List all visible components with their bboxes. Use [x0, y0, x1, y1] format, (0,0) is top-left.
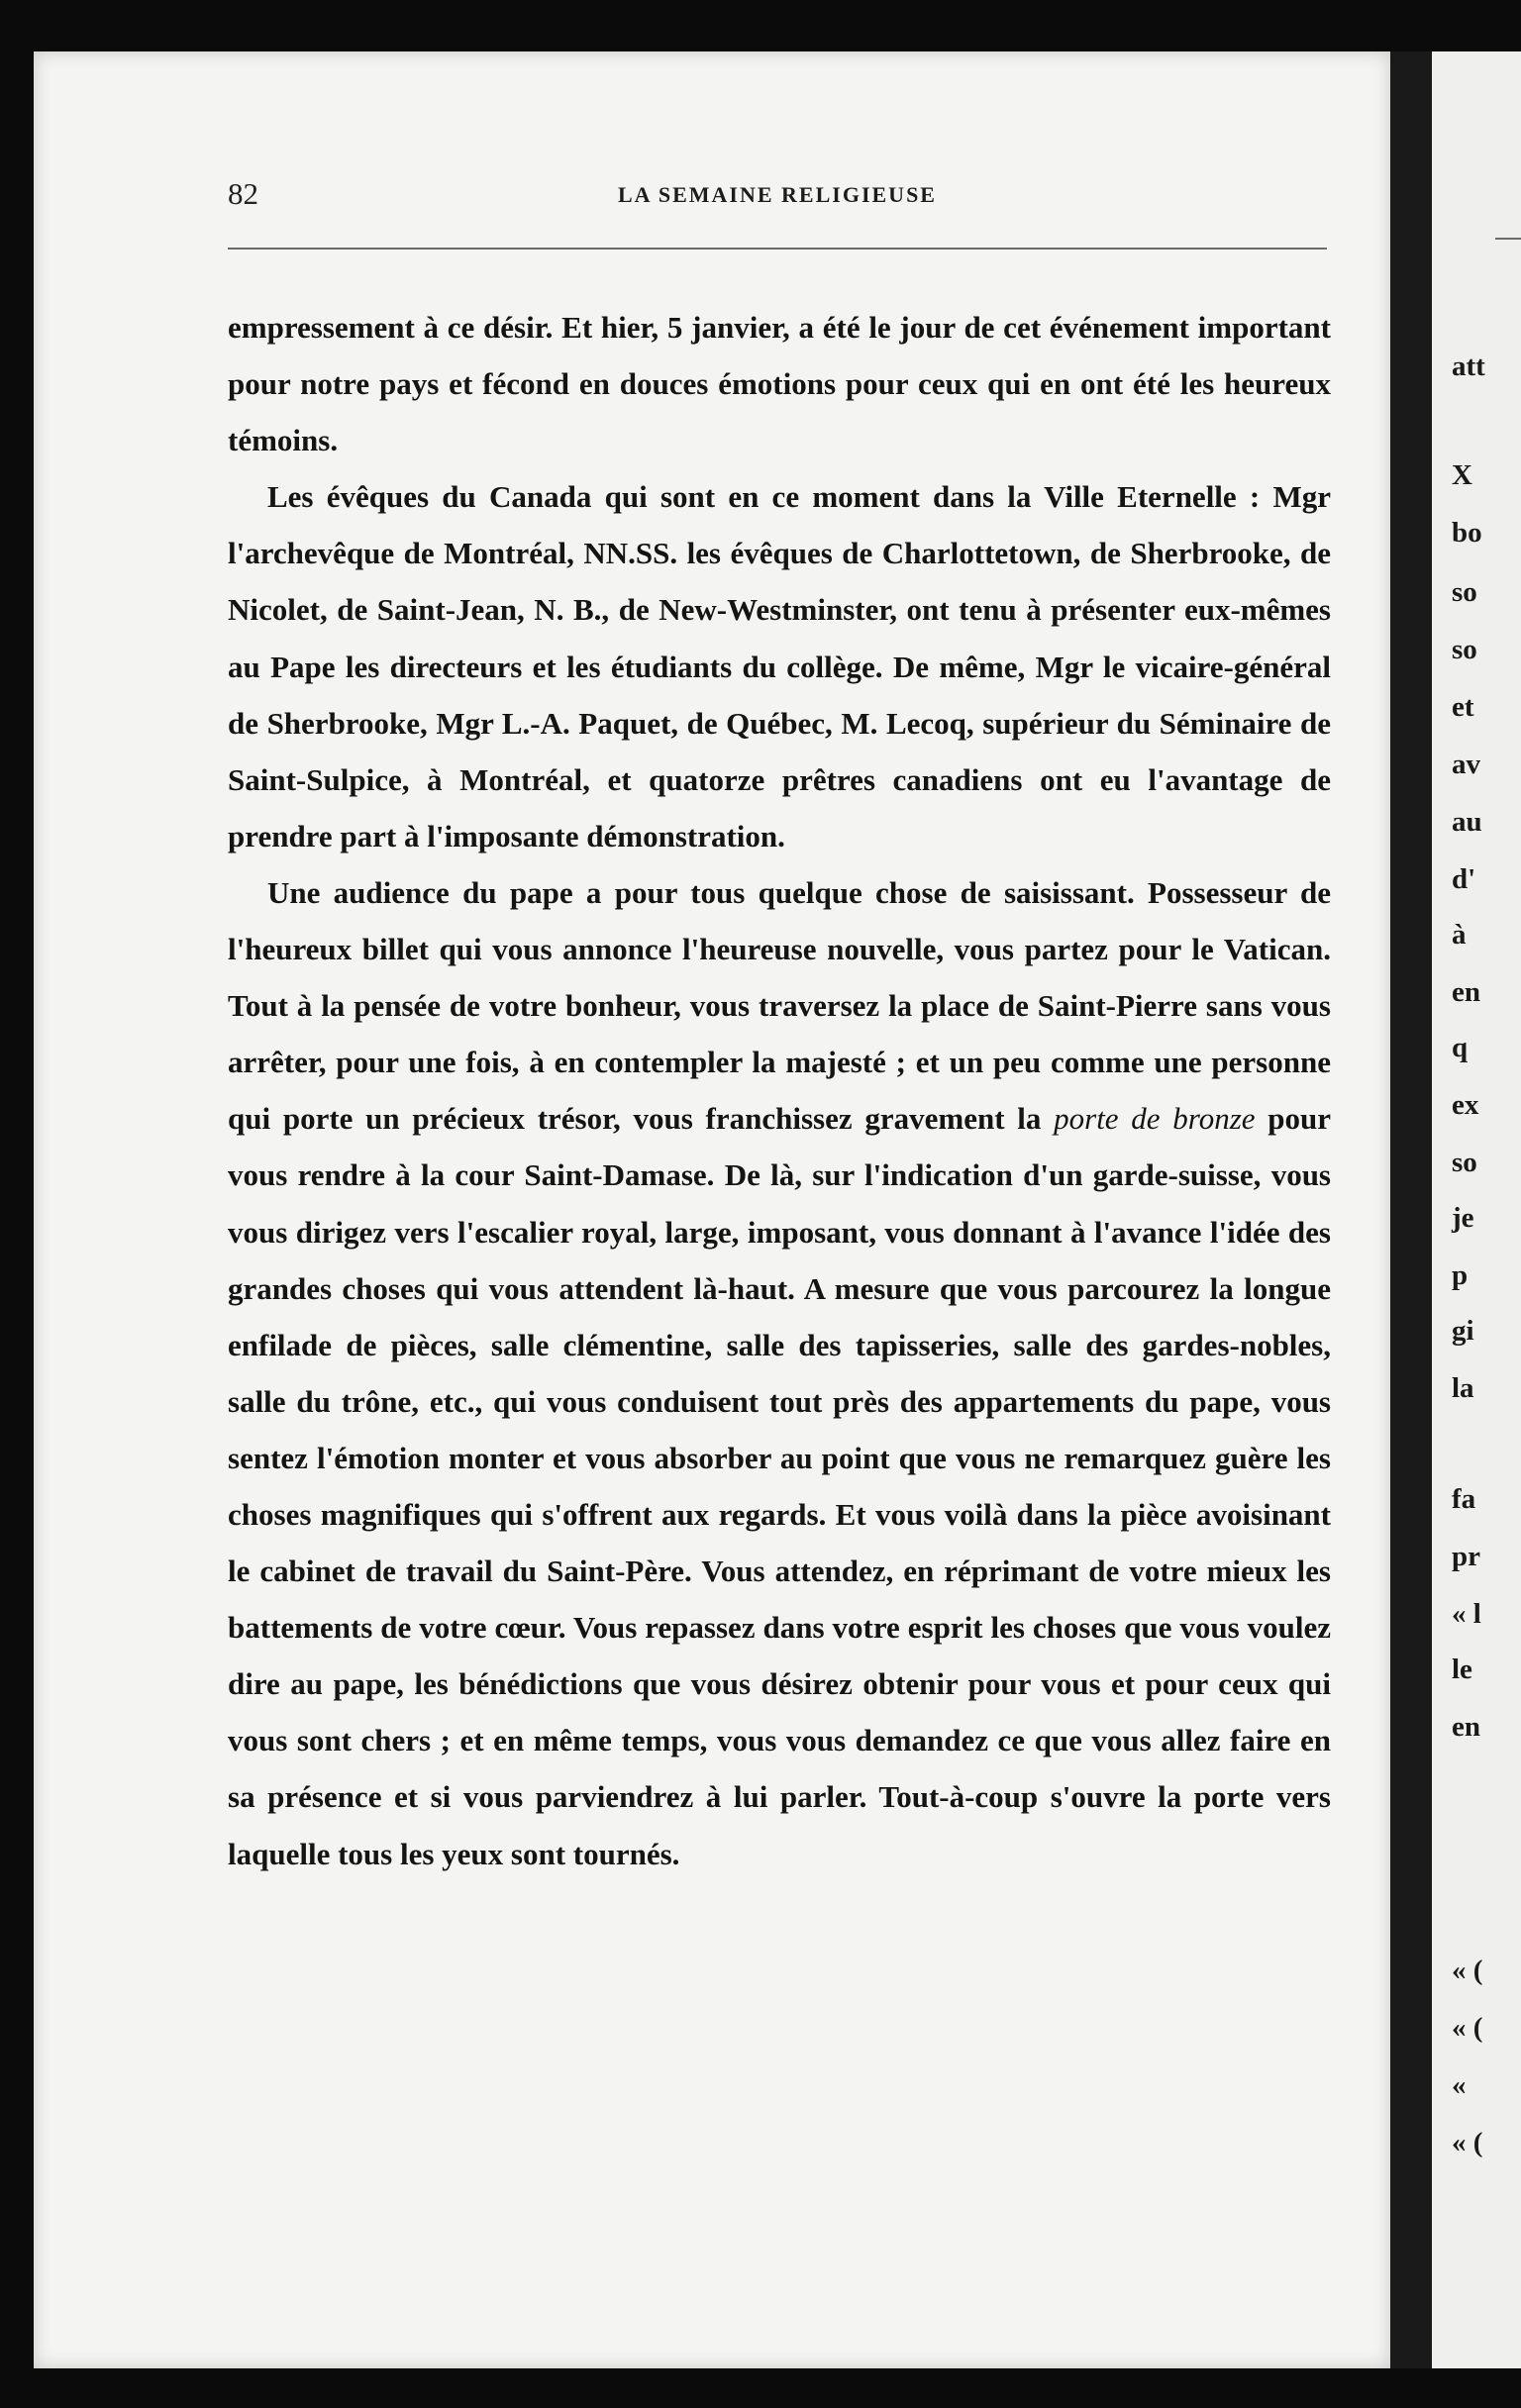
adjacent-fragment: att	[1452, 351, 1485, 382]
paragraph-3-part-2: pour vous rendre à la cour Saint-Damase. De là, sur l'indication d'un garde-suisse, vous vous dirigez vers l'escalier royal, large, imposant, vous donnant à l'avance l'idée des grandes choses qui vous attendent là-haut. A mesure que vous parcourez la longue enfilade de pièces, salle clémentine, salle des tapisseries, salle des gardes-nobles, salle du trône, etc., qui vous conduisent tout près des appartements du pape, vous sentez l'émotion monter et vous absorber au point que vous ne remarquez guère les choses magnifiques qui s'offrent aux regards. Et vous voilà dans la pièce avoisinant le cabinet de travail du Saint-Père. Vous attendez, en réprimant de votre mieux les battements de votre cœur. Vous repassez dans votre esprit les choses que vous voulez dire au pape, les bénédictions que vous désirez obtenir pour vous et pour ceux qui vous sont chers ; et en même temps, vous vous demandez ce que vous allez faire en sa présence et si vous parviendrez à lui parler. Tout-à-coup s'ouvre la porte vers laquelle tous les yeux sont tournés.	[228, 1101, 1332, 1871]
page-gutter-shadow	[1390, 51, 1432, 2368]
italic-phrase: porte de bronze	[1054, 1101, 1256, 1137]
adjacent-fragment: so	[1452, 634, 1477, 665]
adjacent-fragment: « (	[1452, 2012, 1483, 2044]
adjacent-fragment: « (	[1452, 1955, 1483, 1986]
paragraph-3-part-1: Une audience du pape a pour tous quelque chose de saisissant. Possesseur de l'heureux billet qui vous annonce l'heureuse nouvelle, vous partez pour le Vatican. Tout à la pensée de votre bonheur, vous traversez la place de Saint-Pierre sans vous arrêter, pour une fois, à en contempler la majesté ; et un peu comme une personne qui porte un précieux trésor, vous franchissez gravement la	[228, 874, 1331, 1137]
adjacent-fragment: à	[1452, 919, 1467, 951]
adjacent-fragment: «	[1452, 2069, 1467, 2101]
adjacent-fragment: av	[1452, 749, 1480, 780]
adjacent-fragment: au	[1452, 806, 1482, 838]
paragraph-1: empressement à ce désir. Et hier, 5 janvier, a été le jour de cet événement important pour notre pays et fécond en douces émotions pour ceux qui en ont été les heureux témoins.	[228, 310, 1331, 458]
adjacent-fragment: et	[1452, 691, 1474, 723]
body-text	[228, 299, 1331, 1882]
adjacent-fragment: la	[1452, 1372, 1474, 1404]
adjacent-fragment: so	[1452, 576, 1477, 608]
adjacent-fragment: « (	[1452, 2127, 1483, 2158]
adjacent-fragment: bo	[1452, 517, 1482, 549]
adjacent-fragment: d'	[1452, 863, 1476, 895]
adjacent-fragment: pr	[1452, 1541, 1480, 1572]
paragraph-3	[228, 864, 1331, 1882]
adjacent-fragment: so	[1452, 1147, 1477, 1178]
adjacent-fragment: q	[1452, 1032, 1469, 1063]
adjacent-fragment: « l	[1452, 1598, 1481, 1630]
adjacent-fragment: en	[1452, 976, 1480, 1008]
adjacent-fragment: en	[1452, 1711, 1480, 1743]
paragraph-2: Les évêques du Canada qui sont en ce moment dans la Ville Eternelle : Mgr l'archevêque de Montréal, NN.SS. les évêques de Charlottetown, de Sherbrooke, de Nicolet, de Saint-Jean, N. B., de New-Westminster, ont tenu à présenter eux-mêmes au Pape les directeurs et les étudiants du collège. De même, Mgr le vicaire-général de Sherbrooke, Mgr L.-A. Paquet, de Québec, M. Lecoq, supérieur du Séminaire de Saint-Sulpice, à Montréal, et quatorze prêtres canadiens ont eu l'avantage de prendre part à l'imposante démonstration.	[228, 479, 1331, 853]
adjacent-fragment: le	[1452, 1654, 1472, 1685]
page-number: 82	[228, 176, 258, 211]
adjacent-page-rule	[1495, 238, 1521, 240]
page-header	[228, 176, 1327, 216]
header-rule	[228, 248, 1327, 250]
adjacent-fragment: je	[1452, 1202, 1474, 1234]
adjacent-fragment: gi	[1452, 1315, 1474, 1347]
adjacent-fragment: p	[1452, 1259, 1469, 1291]
adjacent-fragment: X	[1452, 459, 1472, 491]
running-title: LA SEMAINE RELIGIEUSE	[618, 182, 937, 207]
adjacent-fragment: ex	[1452, 1089, 1479, 1121]
adjacent-fragment: fa	[1452, 1483, 1476, 1515]
